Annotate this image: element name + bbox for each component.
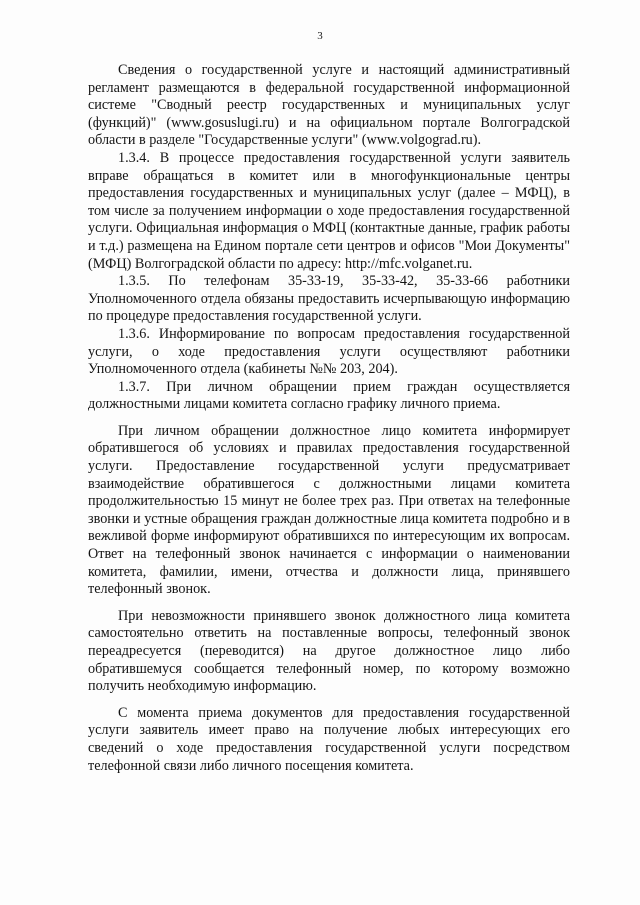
document-body: [88, 62, 570, 775]
paragraph-1-3-4: 1.3.4. В процессе предоставления государственной услуги заявитель вправе обращаться в комитет или в многофункциональные центры предоставления государственных и муниципальных услуг (далее – МФЦ), в том числе за получением информации о ходе предоставления государственной услуги. Официальная информация о МФЦ (контактные данные, график работы и т.д.) размещена на Едином портале сети центров и офисов "Мои Документы" (МФЦ) Волгоградской области по адресу: http://mfc.volganet.ru.: [88, 149, 570, 272]
paragraph-1-3-6: 1.3.6. Информирование по вопросам предоставления государственной услуги, о ходе предоставления услуги осуществляют работники Уполномоченного отдела (кабинеты №№ 203, 204).: [88, 325, 570, 378]
paragraph-document-reception: С момента приема документов для предоставления государственной услуги заявитель имеет право на получение любых интересующих его сведений о ходе предоставления государственной услуги посредством телефонной связи либо личного посещения комитета.: [88, 704, 570, 774]
paragraph-call-redirect: При невозможности принявшего звонок должностного лица комитета самостоятельно ответить на поставленные вопросы, телефонный звонок переадресуется (переводится) на другое должностное лицо либо обратившемуся сообщается телефонный номер, по которому возможно получить необходимую информацию.: [88, 607, 570, 695]
page-number: 3: [317, 30, 323, 42]
paragraph-1-3-7: 1.3.7. При личном обращении прием граждан осуществляется должностными лицами комитета согласно графику личного приема.: [88, 378, 570, 413]
paragraph-personal-visit: При личном обращении должностное лицо комитета информирует обратившегося об условиях и правилах предоставления государственной услуги. Предоставление государственной услуги предусматривает взаимодействие обратившегося с должностными лицами комитета продолжительностью 15 минут не более трех раз. При ответах на телефонные звонки и устные обращения граждан должностные лица комитета подробно и в вежливой форме информируют обратившихся по интересующим их вопросам. Ответ на телефонный звонок начинается с информации о наименовании комитета, фамилии, имени, отчества и должности лица, принявшего телефонный звонок.: [88, 422, 570, 598]
paragraph-info-placement: Сведения о государственной услуге и настоящий административный регламент размещаются в федеральной государственной информационной системе "Сводный реестр государственных и муниципальных услуг (функций)" (www.gosuslugi.ru) и на официальном портале Волгоградской области в разделе "Государственные услуги" (www.volgograd.ru).: [88, 62, 570, 149]
paragraph-1-3-5: 1.3.5. По телефонам 35-33-19, 35-33-42, 35-33-66 работники Уполномоченного отдела обязаны предоставить исчерпывающую информацию по процедуре предоставления государственной услуги.: [88, 273, 570, 325]
